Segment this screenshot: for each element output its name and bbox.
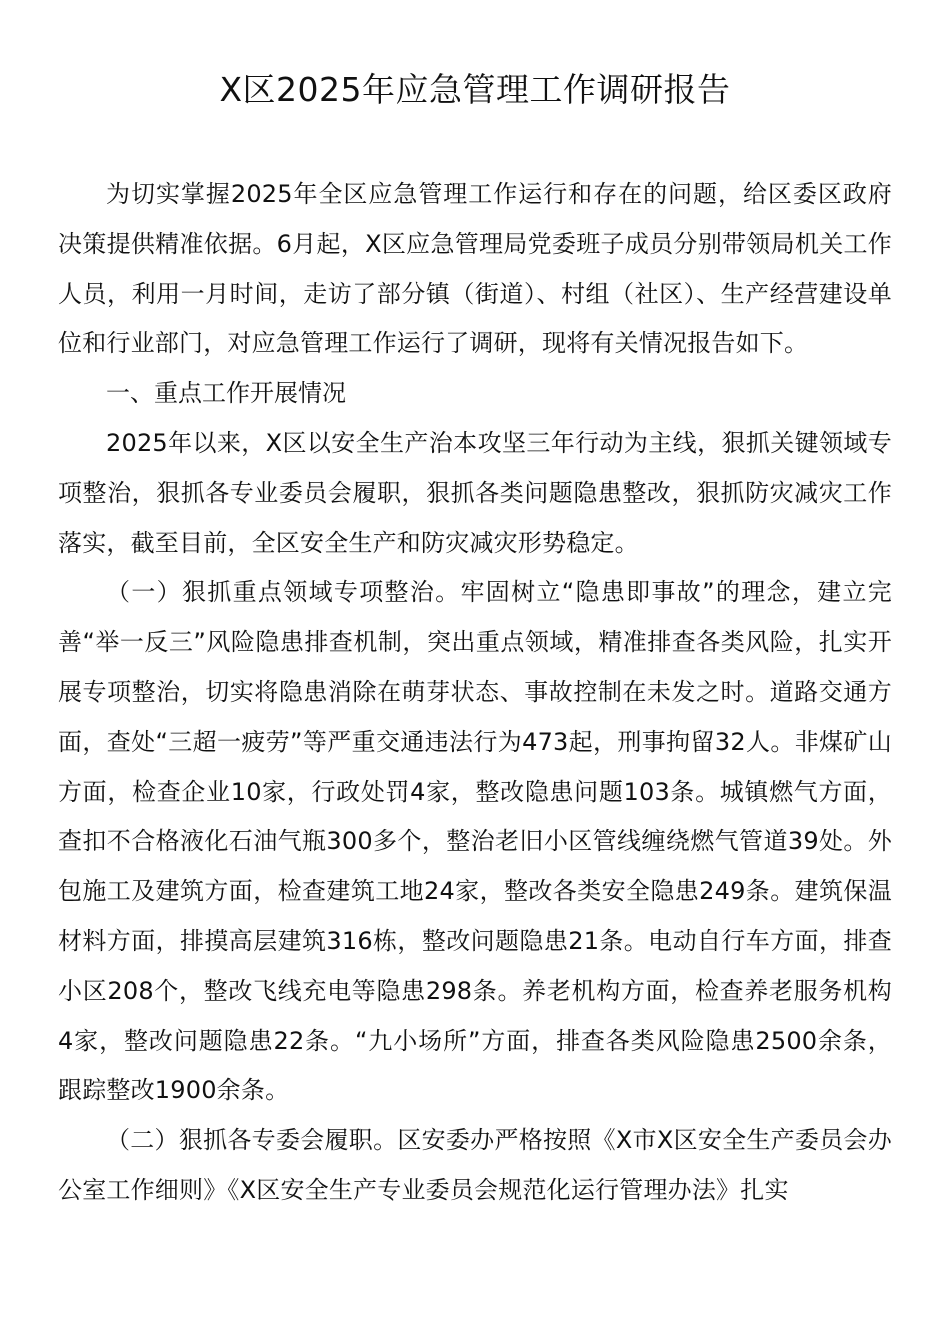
subsection-1-paragraph: （一）狠抓重点领域专项整治。牢固树立“隐患即事故”的理念，建立完善“举一反三”风险隐患排查机制，突出重点领域，精准排查各类风险，扎实开展专项整治，切实将隐患消除在萌芽状态、事故控制在未发之时。道路交通方面，查处“三超一疲劳”等严重交通违法行为473起，刑事拘留32人。非煤矿山方面，检查企业10家，行政处罚4家，整改隐患问题103条。城镇燃气方面，查扣不合格液化石油气瓶300多个，整治老旧小区管线缠绕燃气管道39处。外包施工及建筑方面，检查建筑工地24家，整改各类安全隐患249条。建筑保温材料方面，排摸高层建筑316栋，整改问题隐患21条。电动自行车方面，排查小区208个，整改飞线充电等隐患298条。养老机构方面，检查养老服务机构4家，整改问题隐患22条。“九小场所”方面，排查各类风险隐患2500余条，跟踪整改1900余条。	[58, 578, 892, 1105]
section-heading-1: 一、重点工作开展情况	[106, 379, 346, 408]
section-1-summary-paragraph: 2025年以来，X区以安全生产治本攻坚三年行动为主线，狠抓关键领域专项整治，狠抓各专业委员会履职，狠抓各类问题隐患整改，狠抓防灾减灾工作落实，截至目前，全区安全生产和防灾减灾形势稳定。	[58, 428, 892, 557]
intro-paragraph: 为切实掌握2025年全区应急管理工作运行和存在的问题，给区委区政府决策提供精准依据。6月起，X区应急管理局党委班子成员分别带领局机关工作人员，利用一月时间，走访了部分镇（街道）、村组（社区）、生产经营建设单位和行业部门，对应急管理工作运行了调研，现将有关情况报告如下。	[58, 180, 892, 358]
document-title: X区2025年应急管理工作调研报告	[219, 70, 731, 109]
subsection-2-paragraph: （二）狠抓各专委会履职。区安委办严格按照《X市X区安全生产委员会办公室工作细则》《X区安全生产专业委员会规范化运行管理办法》扎实	[58, 1126, 892, 1204]
